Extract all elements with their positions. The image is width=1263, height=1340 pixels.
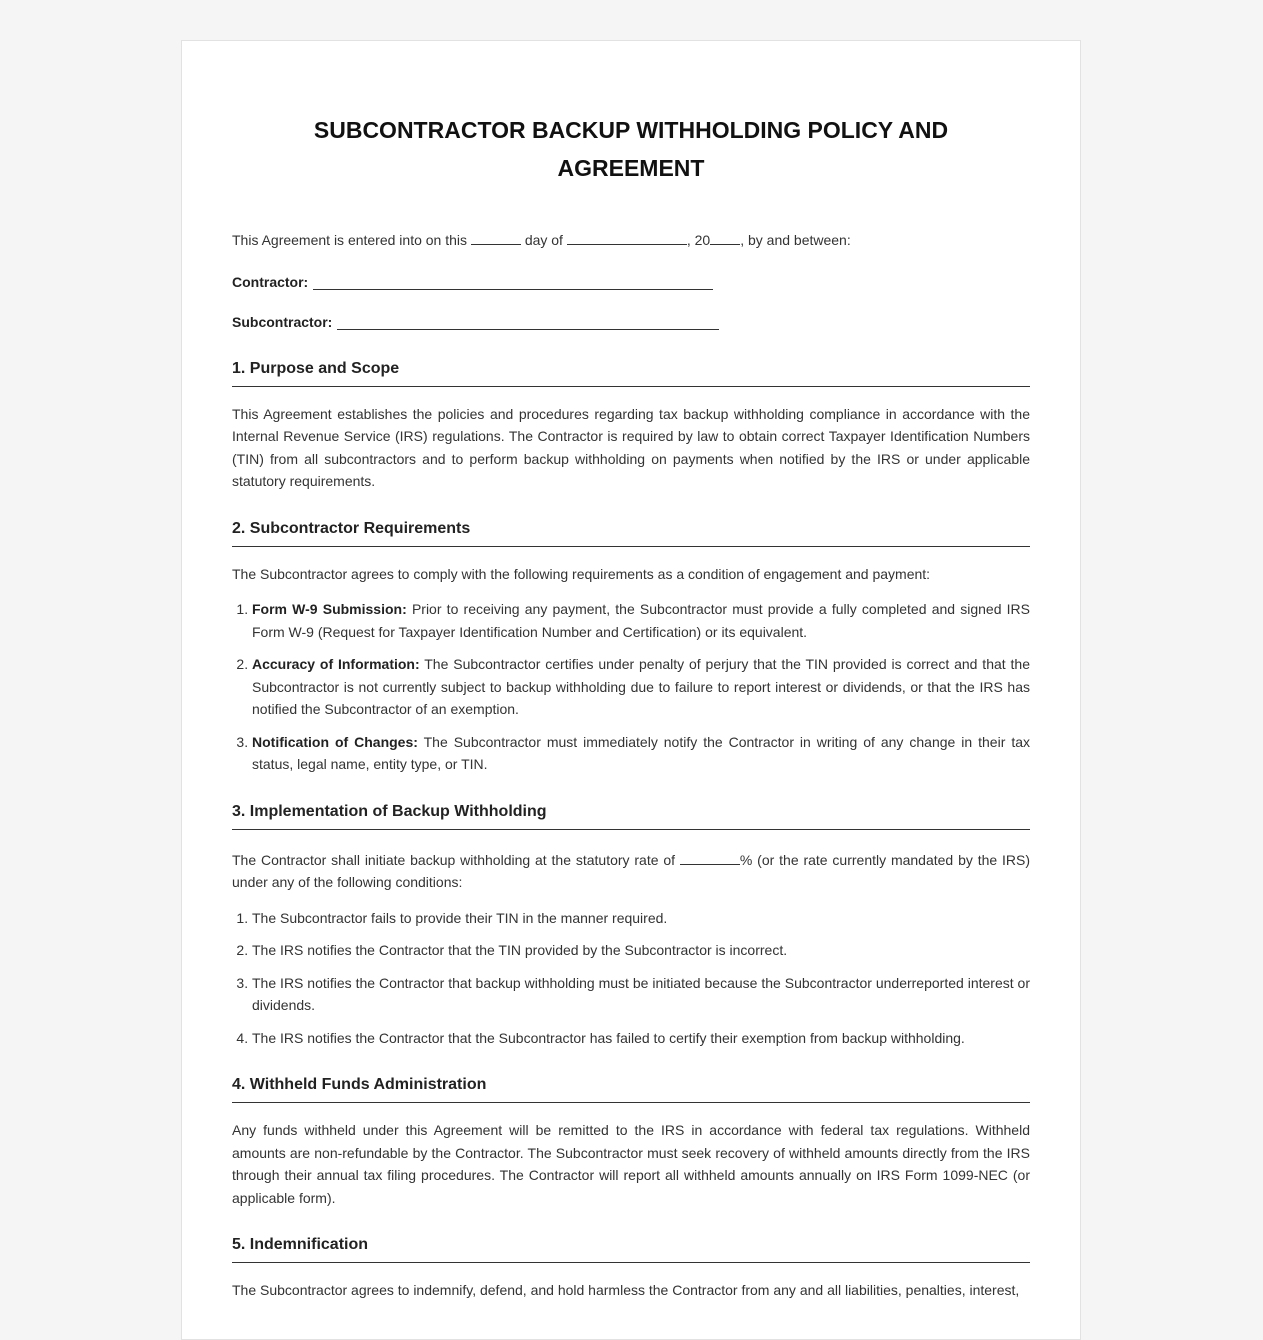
rate-text-2: % (or the rate currently mandated by the IRS) under any of the following conditions: [232,851,1031,890]
contractor-line [232,268,1030,290]
section-body-purpose: This Agreement establishes the policies and procedures regarding tax backup withholding compliance in accordance with the Internal Revenue Service (IRS) regulations. The Contractor is required by law to obtain correct Taxpayer Identification Numbers (TIN) from all subcontractors and to perform backup withholding on payments when notified by the IRS or under applicable statutory requirements. [232,405,1030,489]
list-item-label: Form W-9 Submission: [252,601,407,617]
list-item-label: Notification of Changes: [252,733,418,750]
contractor-blank[interactable] [313,275,713,290]
document-page [181,40,1081,1340]
section-body-requirements: The Subcontractor agrees to comply with the following requirements as a condition of engagement and payment: [232,565,931,582]
intro-paragraph [232,229,1030,252]
list-item: 4. The IRS notifies the Contractor that the Subcontractor has failed to certify their exemption from backup withholding. [252,1027,1030,1050]
document-title: SUBCONTRACTOR BACKUP WITHHOLDING POLICY AND AGREEMENT [313,117,949,181]
subcontractor-blank[interactable] [337,315,719,330]
list-item [252,731,1030,776]
section-body-indemnification: The Subcontractor agrees to indemnify, defend, and hold harmless the Contractor from any and all liabilities, penalties, interest, [232,1282,1020,1298]
contractor-label: Contractor: [232,273,309,290]
list-item: 1. The Subcontractor fails to provide their TIN in the manner required. [252,907,1030,930]
list-item-text: Prior to receiving any payment, the Subcontractor must provide a fully completed and signed IRS Form W-9 (Request for Taxpayer Identification Number and Certification) or its equivalent. [252,601,1031,640]
section-heading-indemnification: 5. Indemnification [232,1236,1030,1263]
list-item: 3. The IRS notifies the Contractor that backup withholding must be initiated because the Subcontractor underreported interest or dividends. [252,972,1030,1017]
month-blank[interactable] [567,229,687,245]
list-item-text: The Subcontractor certifies under penalty of perjury that the TIN provided is correct and that the Subcontractor is not currently subject to backup withholding due to failure to report interest or dividends, or that the IRS has notified the Subcontractor of an exemption. [252,656,1030,717]
requirements-list [232,598,1030,776]
section-heading-purpose: 1. Purpose and Scope [232,360,1030,387]
conditions-list [232,907,1030,1050]
list-item-text: The Subcontractor must immediately notify the Contractor in writing of any change in their tax status, legal name, entity type, or TIN. [252,733,1030,772]
subcontractor-label: Subcontractor: [232,313,333,330]
list-item: 2. The IRS notifies the Contractor that the TIN provided by the Subcontractor is incorrect. [252,939,1030,962]
year-blank[interactable] [710,229,740,245]
subcontractor-line [232,308,1030,330]
section-heading-requirements: 2. Subcontractor Requirements [232,520,1030,547]
rate-text-1: The Contractor shall initiate backup withholding at the statutory rate of [232,851,676,868]
intro-text-2: day of [524,232,563,248]
list-item [252,653,1030,721]
intro-text-3: , 20 [686,232,711,248]
intro-text-1: This Agreement is entered into on this [232,232,468,248]
section-body-funds: Any funds withheld under this Agreement will be remitted to the IRS in accordance with federal tax regulations. Withheld amounts are non-refundable by the Contractor. The Subcontractor must seek recovery of withheld amounts directly from the IRS through their annual tax filing procedures. The Contractor will report all withheld amounts annually on IRS Form 1099-NEC (or applicable form). [232,1122,1030,1206]
section-body-implementation [232,849,1030,894]
list-item [252,598,1030,643]
day-blank[interactable] [471,229,521,245]
rate-blank[interactable] [680,849,740,865]
intro-text-4: , by and between: [740,232,851,248]
list-item-label: Accuracy of Information: [252,656,420,672]
section-heading-implementation: 3. Implementation of Backup Withholding [232,803,1030,830]
section-heading-funds: 4. Withheld Funds Administration [232,1076,1030,1103]
